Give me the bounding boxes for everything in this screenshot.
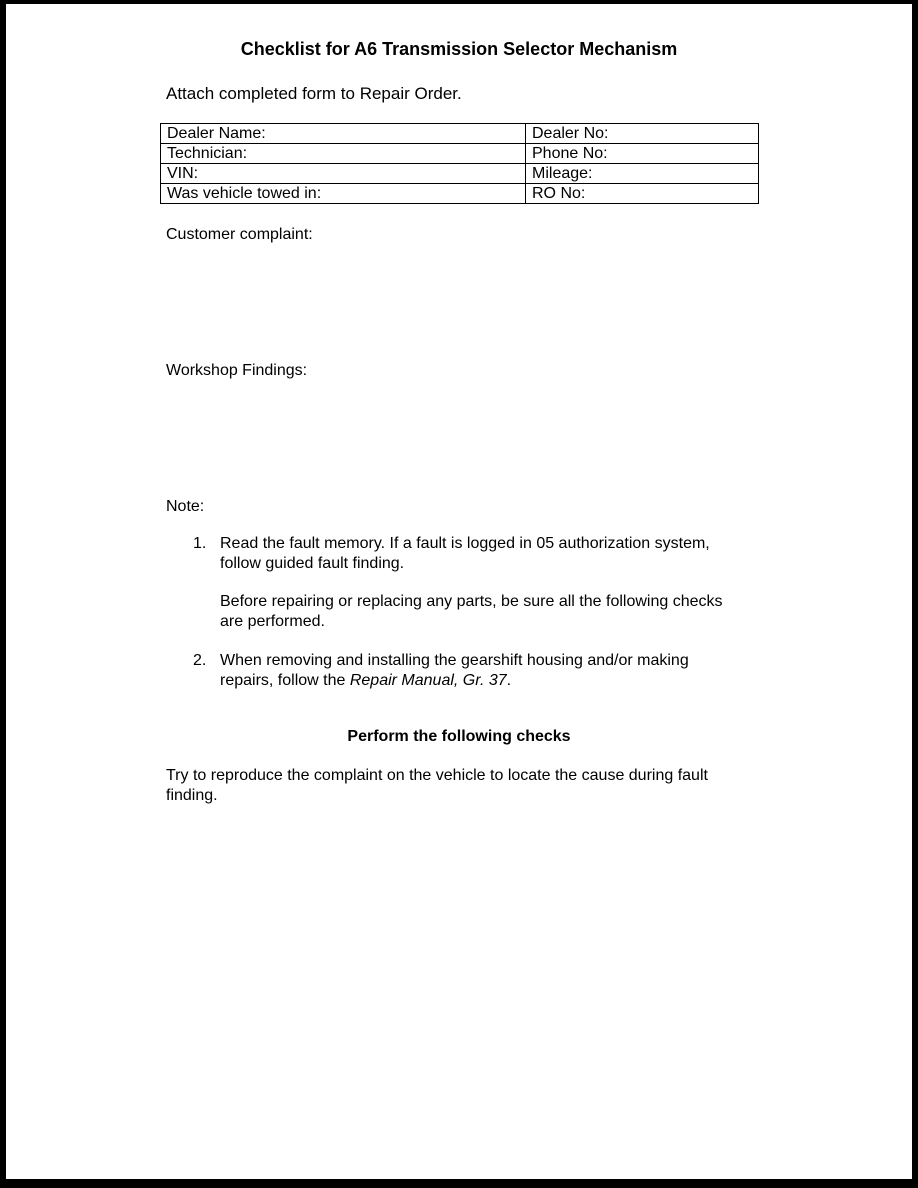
- table-row: [161, 164, 759, 184]
- table-row: [161, 184, 759, 204]
- note-item-2-body: [220, 651, 690, 691]
- page-title: Checklist for A6 Transmission Selector Mechanism: [240, 39, 678, 59]
- perform-checks-heading: Perform the following checks: [347, 728, 571, 745]
- customer-complaint-label: Customer complaint:: [166, 226, 313, 243]
- note-item-1-body: [220, 534, 740, 632]
- attach-instruction: Attach completed form to Repair Order.: [166, 84, 462, 103]
- workshop-findings-label: Workshop Findings:: [166, 362, 308, 379]
- reproduce-complaint-instruction: Try to reproduce the complaint on the vehicle to locate the cause during fault finding.: [166, 767, 708, 804]
- table-row: [161, 124, 759, 144]
- note-item-2-text-after: .: [506, 672, 512, 689]
- note-item-2-text-before: When removing and installing the gearshift housing and/or making repairs, follow the: [220, 652, 689, 689]
- ro-no-label: RO No:: [526, 184, 759, 204]
- dealer-no-label: Dealer No:: [526, 124, 759, 144]
- table-row: [161, 144, 759, 164]
- dealer-info-table: [160, 123, 759, 204]
- note-item-2-manual-reference: Repair Manual, Gr. 37: [349, 672, 507, 689]
- note-item-2: [193, 651, 912, 691]
- note-item-1-number: 1.: [193, 535, 207, 552]
- dealer-name-label: Dealer Name:: [161, 124, 526, 144]
- note-label: Note:: [166, 498, 205, 515]
- note-item-2-number: 2.: [193, 652, 207, 669]
- note-list: [193, 534, 912, 691]
- towed-in-label: Was vehicle towed in:: [161, 184, 526, 204]
- note-item-1-text: Read the fault memory. If a fault is logged in 05 authorization system, follow guided fault finding.: [220, 535, 710, 572]
- note-item-2-text: [220, 651, 690, 691]
- phone-no-label: Phone No:: [526, 144, 759, 164]
- vin-label: VIN:: [161, 164, 526, 184]
- mileage-label: Mileage:: [526, 164, 759, 184]
- note-item-1-para2: Before repairing or replacing any parts, be sure all the following checks are performed.: [220, 593, 723, 630]
- technician-label: Technician:: [161, 144, 526, 164]
- note-item-1: [193, 534, 912, 632]
